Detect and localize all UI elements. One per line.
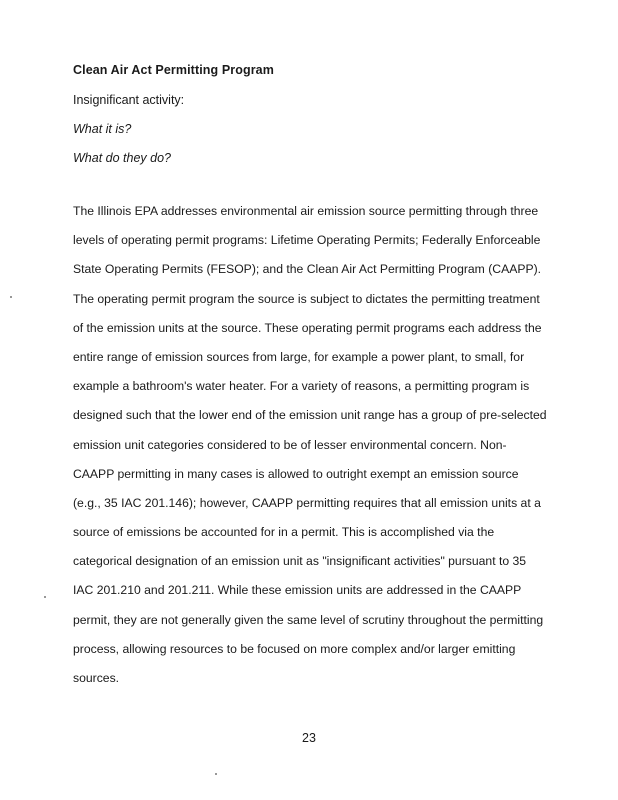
- body-line: categorical designation of an emission unit as "insignificant activities" pursuant to 35: [73, 554, 527, 569]
- body-line: entire range of emission sources from large, for example a power plant, to small, for: [73, 349, 525, 364]
- body-line: sources.: [73, 671, 120, 685]
- body-line: levels of operating permit programs: Lifetime Operating Permits; Federally Enforceable: [73, 233, 541, 248]
- document-title: Clean Air Act Permitting Program: [73, 63, 274, 77]
- body-line: of the emission units at the source. These operating permit programs each address the: [73, 320, 542, 335]
- body-line: example a bathroom's water heater. For a variety of reasons, a permitting program is: [73, 379, 530, 394]
- body-line: source of emissions be accounted for in a permit. This is accomplished via the: [73, 525, 495, 540]
- body-line: permit, they are not generally given the same level of scrutiny throughout the permitting: [73, 612, 544, 627]
- subheading: Insignificant activity:: [73, 93, 185, 107]
- body-line: CAAPP permitting in many cases is allowed to outright exempt an emission source: [73, 466, 519, 481]
- body-paragraph: [73, 204, 547, 700]
- scan-speck: [215, 773, 217, 775]
- question-what-it-is: What it is?: [73, 122, 132, 136]
- scan-speck: [44, 596, 46, 598]
- body-line: IAC 201.210 and 201.211. While these emission units are addressed in the CAAPP: [73, 583, 522, 598]
- body-line: State Operating Permits (FESOP); and the Clean Air Act Permitting Program (CAAPP).: [73, 262, 542, 277]
- body-line: The operating permit program the source is subject to dictates the permitting treatment: [73, 291, 540, 306]
- body-line: The Illinois EPA addresses environmental air emission source permitting through three: [73, 204, 539, 218]
- body-line: process, allowing resources to be focused on more complex and/or larger emitting: [73, 641, 516, 656]
- body-line: (e.g., 35 IAC 201.146); however, CAAPP permitting requires that all emission units at a: [73, 495, 541, 510]
- scan-speck: [10, 296, 12, 298]
- body-line: emission unit categories considered to be of lesser environmental concern. Non-: [73, 437, 507, 452]
- page-number: 23: [302, 731, 316, 745]
- question-what-do-they-do: What do they do?: [73, 151, 171, 165]
- body-line: designed such that the lower end of the emission unit range has a group of pre-selected: [73, 408, 547, 423]
